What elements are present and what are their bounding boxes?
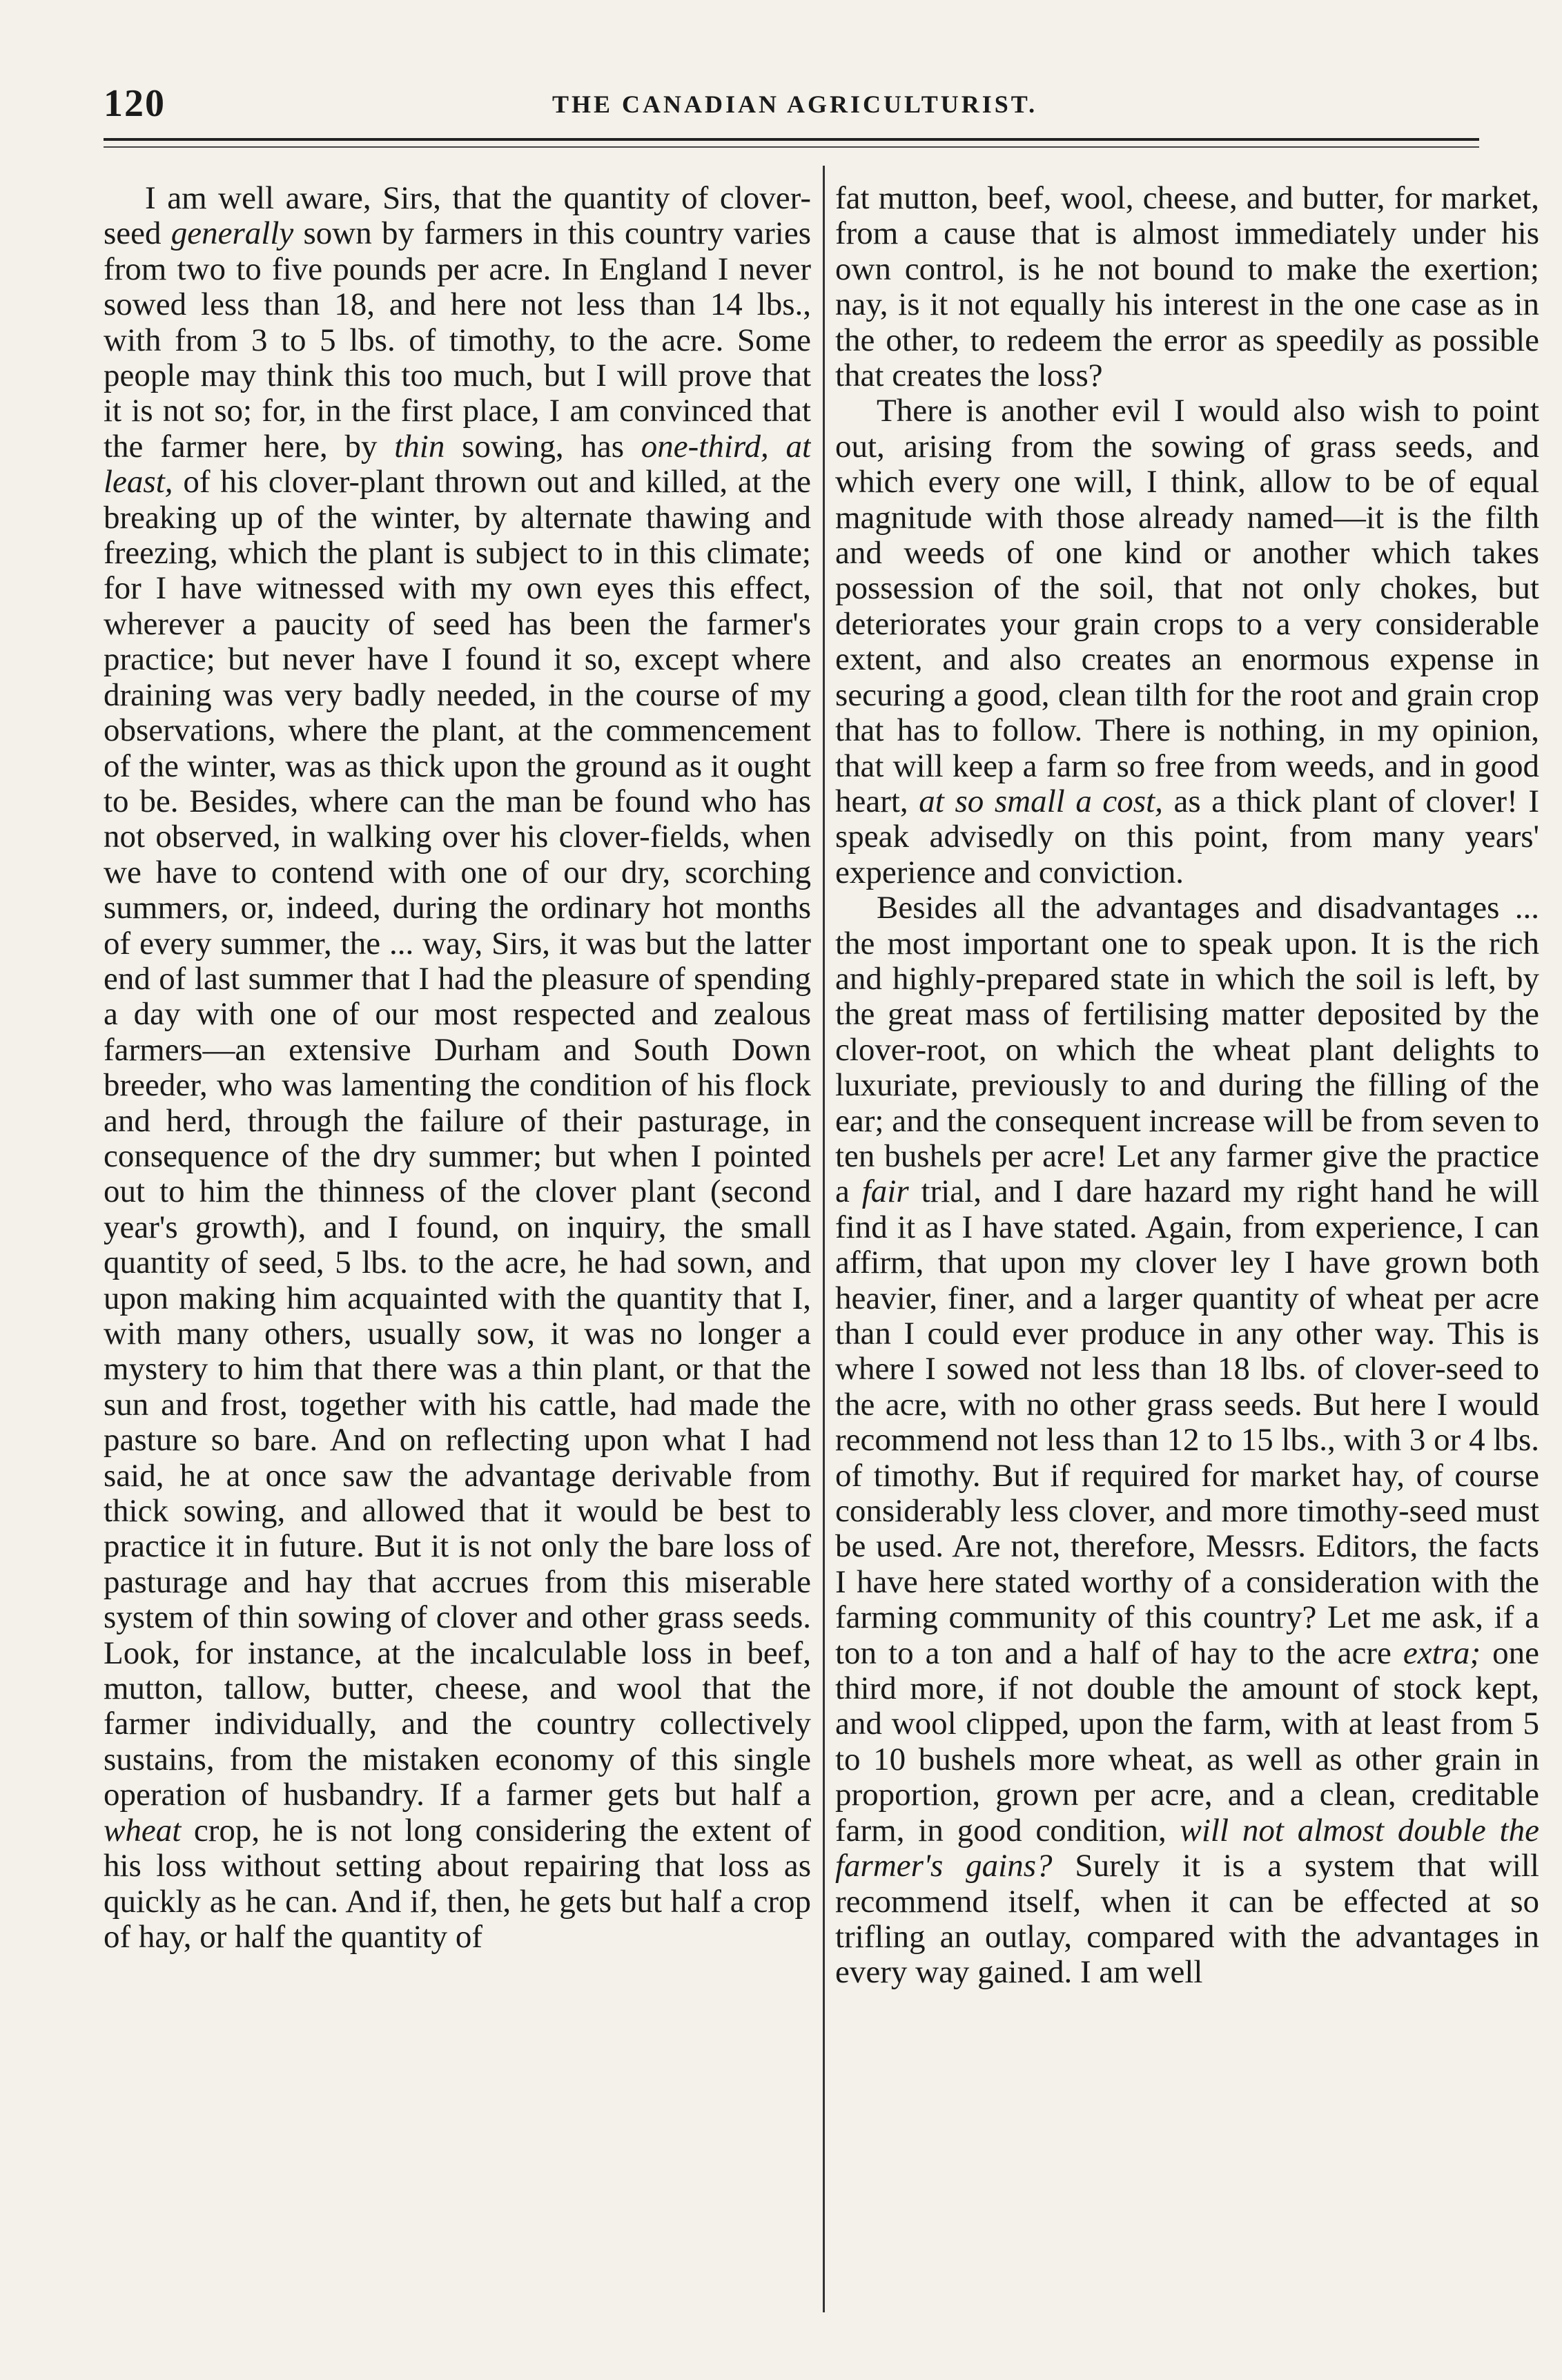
- header-rule: [104, 138, 1479, 141]
- running-title: THE CANADIAN AGRICULTURIST.: [552, 90, 1038, 118]
- header-rule-thin: [104, 146, 1479, 148]
- page-number: 120: [104, 82, 166, 125]
- left-paragraph-1: I am well aware, Sirs, that the quantity of clover-seed generally sown by farmers in this country varies from two to five pounds per acre. In England I never sowed less than 18, and here not less than 14 lbs., with from 3 to 5 lbs. of timothy, to the acre. Some people may think this too much, but I will prove that it is not so; for, in the first place, I am convinced that the farmer here, by thin sowing, has one-third, at least, of his clover-plant thrown out and killed, at the breaking up of the winter, by alternate thawing and freezing, which the plant is subject to in this climate; for I have witnessed with my own eyes this effect, wherever a paucity of seed has been the farmer's practice; but never have I found it so, except where draining was very badly needed, in the course of my observations, where the plant, at the commencement of the winter, was as thick upon the ground as it ought to be. Besides, where can the man be found who has not observed, in walking over his clover-fields, when we have to contend with one of our dry, scorching summers, or, indeed, during the ordinary hot months of every summer, the ... way, Sirs, it was but the latter end of last summer that I had the pleasure of spending a day with one of our most respected and zealous farmers—an extensive Durham and South Down breeder, who was lamenting the condition of his flock and herd, through the failure of their pasturage, in consequence of the dry summer; but when I pointed out to him the thinness of the clover plant (second year's growth), and I found, on inquiry, the small quantity of seed, 5 lbs. to the acre, he had sown, and upon making him acquainted with the quantity that I, with many others, usually sow, it was no longer a mystery to him that there was a thin plant, or that the sun and frost, together with his cattle, had made the pasture so bare. And on reflecting upon what I had said, he at once saw the advantage derivable from thick sowing, and allowed that it would be best to practice it in future. But it is not only the bare loss of pasturage and hay that accrues from this miserable system of thin sowing of clover and other grass seeds. Look, for instance, at the incalculable loss in beef, mutton, tallow, butter, cheese, and wool that the farmer individually, and the country collectively sustains, from the mistaken economy of this single operation of husbandry. If a farmer gets but half a wheat crop, he is not long considering the extent of his loss without setting about repairing that loss as quickly as he can. And if, then, he gets but half a crop of hay, or half the quantity of: [104, 181, 811, 1955]
- left-column: [104, 181, 811, 2321]
- column-divider: [823, 166, 825, 2312]
- right-column: [835, 181, 1539, 2321]
- right-paragraph-1: fat mutton, beef, wool, cheese, and butter, for market, from a cause that is almost immediately under his own control, is he not bound to make the exertion; nay, is it not equally his interest in the one case as in the other, to redeem the error as speedily as possible that creates the loss?: [835, 181, 1539, 394]
- page-header: [104, 81, 1479, 130]
- right-paragraph-3: Besides all the advantages and disadvantages ... the most important one to speak upon. It is the rich and highly-prepared state in which the soil is left, by the great mass of fertilising matter deposited by the clover-root, on which the wheat plant delights to luxuriate, previously to and during the filling of the ear; and the consequent increase will be from seven to ten bushels per acre! Let any farmer give the practice a fair trial, and I dare hazard my right hand he will find it as I have stated. Again, from experience, I can affirm, that upon my clover ley I have grown both heavier, finer, and a larger quantity of wheat per acre than I could ever produce in any other way. This is where I sowed not less than 18 lbs. of clover-seed to the acre, with no other grass seeds. But here I would recommend not less than 12 to 15 lbs., with 3 or 4 lbs. of timothy. But if required for market hay, of course considerably less clover, and more timothy-seed must be used. Are not, therefore, Messrs. Editors, the facts I have here stated worthy of a consideration with the farming community of this country? Let me ask, if a ton to a ton and a half of hay to the acre extra; one third more, if not double the amount of stock kept, and wool clipped, upon the farm, with at least from 5 to 10 bushels more wheat, as well as other grain in proportion, grown per acre, and a clean, creditable farm, in good condition, will not almost double the farmer's gains? Surely it is a system that will recommend itself, when it can be effected at so trifling an outlay, compared with the advantages in every way gained. I am well: [835, 890, 1539, 1991]
- right-paragraph-2: There is another evil I would also wish to point out, arising from the sowing of grass seeds, and which every one will, I think, allow to be of equal magnitude with those already named—it is the filth and weeds of one kind or another which takes possession of the soil, that not only chokes, but deteriorates your grain crops to a very considerable extent, and also creates an enormous expense in securing a good, clean tilth for the root and grain crop that has to follow. There is nothing, in my opinion, that will keep a farm so free from weeds, and in good heart, at so small a cost, as a thick plant of clover! I speak advisedly on this point, from many years' experience and conviction.: [835, 393, 1539, 890]
